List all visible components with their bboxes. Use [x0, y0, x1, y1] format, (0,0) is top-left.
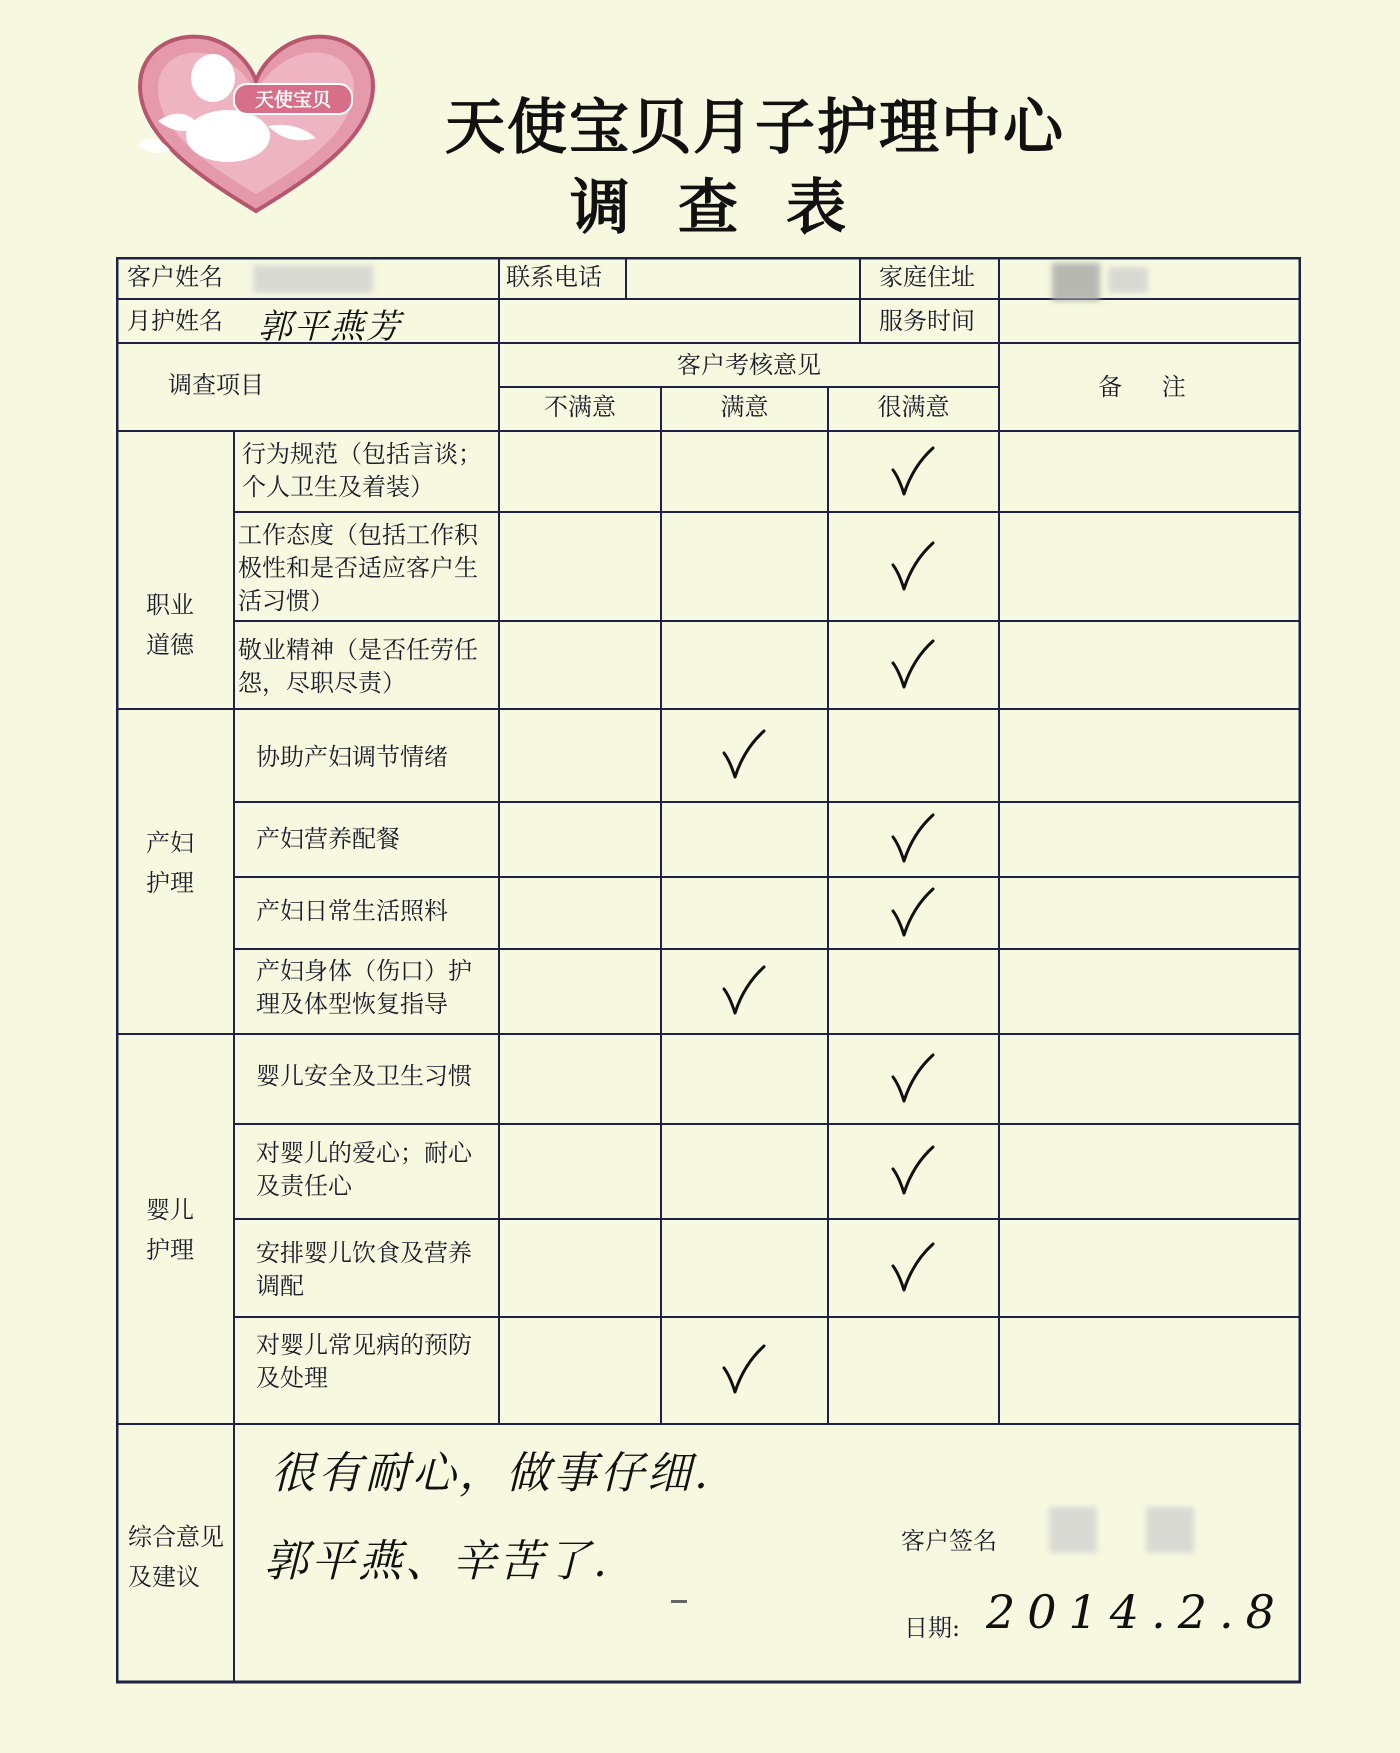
signature-label: 客户签名 [901, 1527, 997, 1555]
check-mark-icon [889, 444, 937, 500]
item-baby-love: 对婴儿的爱心；耐心及责任心 [256, 1139, 472, 1200]
item-mother-emotion: 协助产妇调节情绪 [256, 743, 448, 771]
item-baby-diet: 安排婴儿饮食及营养调配 [256, 1239, 472, 1300]
phone-label: 联系电话 [506, 263, 602, 291]
remarks-header: 备 注 [1098, 373, 1202, 401]
nanny-name-label: 月护姓名 [127, 307, 223, 335]
angel-head-icon [191, 54, 235, 102]
check-mark-icon [720, 1342, 768, 1398]
customer-name-redacted [253, 265, 373, 293]
service-time-label: 服务时间 [879, 307, 975, 335]
survey-item-header: 调查项目 [168, 371, 264, 399]
check-mark-icon [720, 963, 768, 1019]
survey-form [116, 257, 1301, 1684]
check-mark-icon [889, 1051, 937, 1107]
address-redacted [1052, 263, 1100, 301]
very-satisfied-header: 很满意 [877, 393, 950, 421]
summary-comment-line1: 很有耐心，做事仔细. [271, 1448, 711, 1499]
item-dedication: 敬业精神（是否任劳任怨，尽职尽责） [238, 636, 478, 697]
check-mark-icon [889, 637, 937, 693]
stray-pen-mark [671, 1600, 687, 1603]
category-baby-care: 婴儿护理 [146, 1196, 194, 1264]
logo-text: 天使宝贝 [254, 89, 332, 111]
category-mother-care: 产妇护理 [146, 829, 194, 897]
date-label: 日期: [904, 1614, 961, 1642]
check-mark-icon [889, 539, 937, 595]
item-attitude: 工作态度（包括工作积极性和是否适应客户生活习惯） [238, 521, 478, 615]
nanny-name-handwriting: 郭平燕芳 [258, 307, 402, 347]
check-mark-icon [889, 1240, 937, 1296]
angel-heart-logo [128, 26, 383, 216]
satisfied-header: 满意 [720, 393, 769, 421]
item-baby-safety: 婴儿安全及卫生习惯 [256, 1062, 472, 1090]
item-baby-illness: 对婴儿常见病的预防及处理 [256, 1331, 472, 1392]
customer-name-label: 客户姓名 [127, 263, 223, 291]
form-subtitle: 调查表 [570, 173, 894, 243]
date-handwriting: 2014.2.8 [986, 1585, 1287, 1639]
opinion-header: 客户考核意见 [677, 351, 821, 379]
item-behavior: 行为规范（包括言谈；个人卫生及着装） [242, 440, 482, 501]
check-mark-icon [889, 885, 937, 941]
item-mother-recovery: 产妇身体（伤口）护理及体型恢复指导 [256, 957, 472, 1018]
form-title: 天使宝贝月子护理中心 [445, 93, 1065, 163]
check-mark-icon [889, 811, 937, 867]
signature-redacted [1049, 1507, 1097, 1553]
check-mark-icon [720, 727, 768, 783]
summary-comment-line2: 郭平燕、辛苦了. [264, 1536, 610, 1587]
item-mother-nutrition: 产妇营养配餐 [256, 825, 400, 853]
check-mark-icon [889, 1143, 937, 1199]
category-ethics: 职业道德 [146, 591, 194, 659]
address-redacted-2 [1108, 267, 1148, 293]
item-mother-daily-care: 产妇日常生活照料 [256, 897, 448, 925]
signature-redacted-2 [1146, 1507, 1194, 1553]
unsatisfied-header: 不满意 [544, 393, 616, 421]
summary-label: 综合意见及建议 [128, 1523, 224, 1591]
address-label: 家庭住址 [879, 263, 975, 291]
